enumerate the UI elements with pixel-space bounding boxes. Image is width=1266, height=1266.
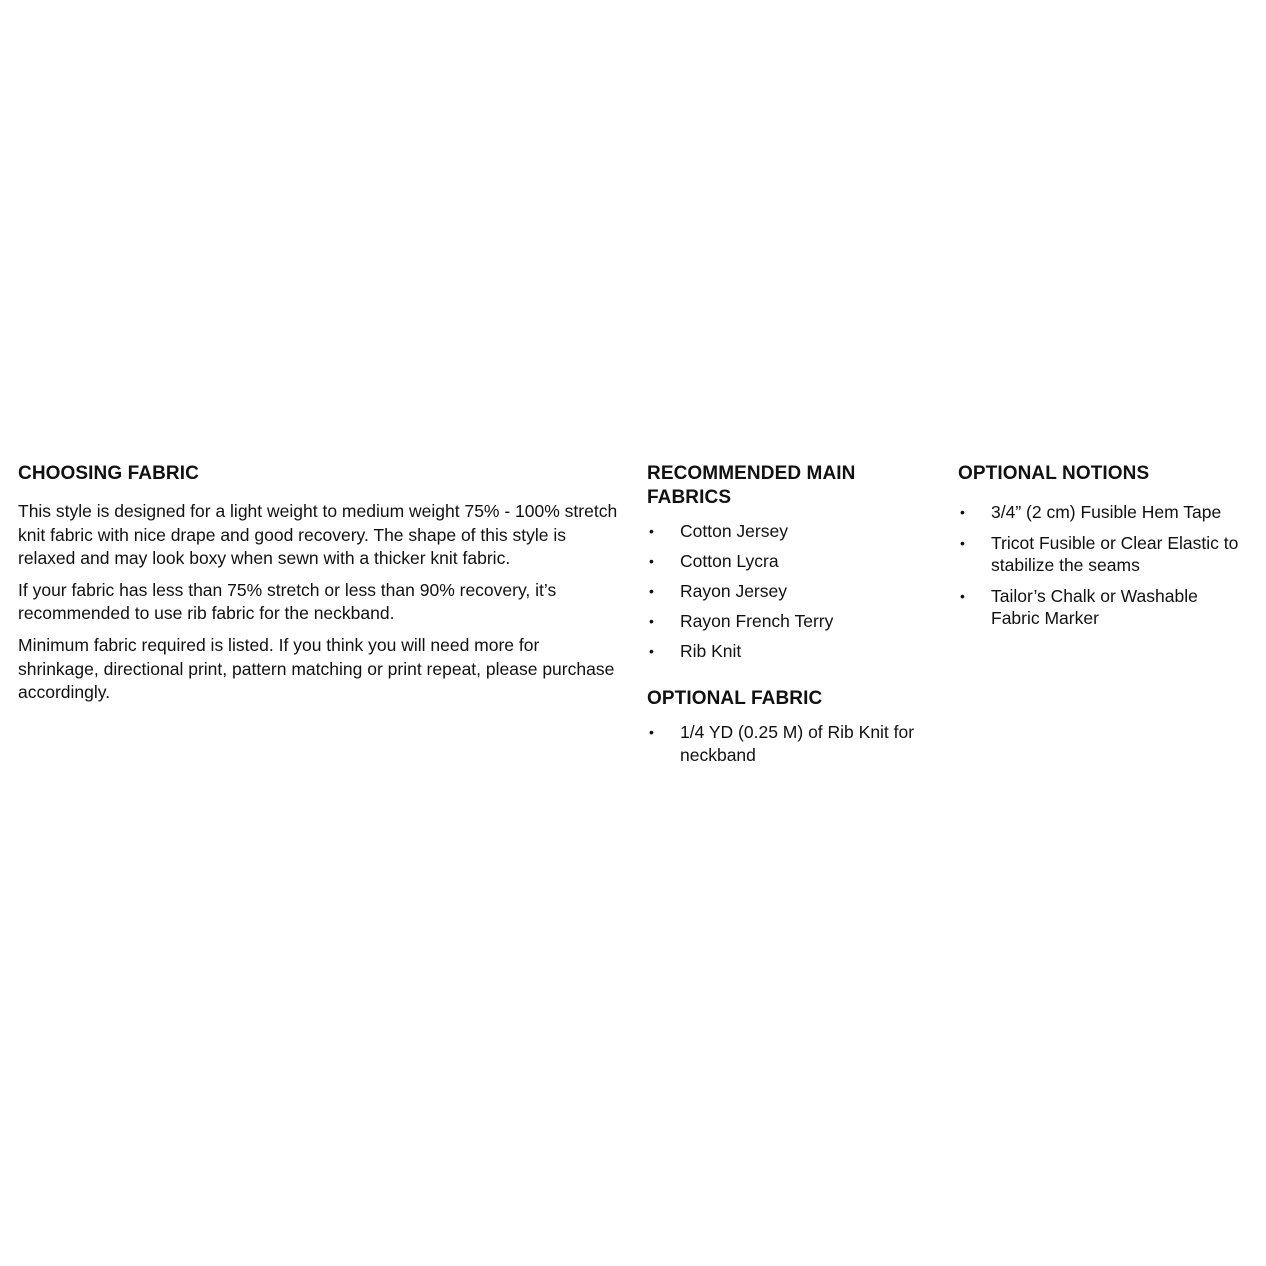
choosing-fabric-paragraph-1: This style is designed for a light weight to medium weight 75% - 100% stretch knit fabric with nice drape and good recovery. The shape of this style is relaxed and may look boxy when sewn with a thicker knit fabric. — [18, 501, 618, 569]
recommended-main-fabrics-list — [647, 520, 932, 663]
list-item — [647, 580, 932, 603]
optional-notions-heading: OPTIONAL NOTIONS — [958, 463, 1150, 484]
choosing-fabric-section — [18, 462, 618, 713]
bullet-icon: • — [649, 583, 654, 600]
list-item-text: Rib Knit — [680, 641, 742, 662]
bullet-icon: • — [960, 534, 965, 551]
list-item — [958, 532, 1248, 577]
list-item-text: Cotton Lycra — [680, 551, 779, 572]
bullet-icon: • — [649, 613, 654, 630]
list-item-text: Tailor’s Chalk or Washable Fabric Marker — [991, 585, 1198, 629]
list-item — [647, 721, 932, 766]
optional-notions-list — [958, 501, 1248, 630]
choosing-fabric-paragraph-3: Minimum fabric required is listed. If you think you will need more for shrinkage, directional print, pattern matching or print repeat, please purchase accordingly. — [18, 634, 615, 703]
optional-fabric-list — [647, 721, 932, 766]
bullet-icon: • — [960, 504, 965, 520]
list-item-text: 1/4 YD (0.25 M) of Rib Knit for neckband — [680, 721, 915, 765]
optional-fabric-heading: OPTIONAL FABRIC — [647, 687, 823, 709]
bullet-icon: • — [649, 723, 654, 740]
list-item-text: Cotton Jersey — [680, 521, 788, 541]
optional-notions-section — [958, 462, 1248, 638]
list-item — [647, 610, 932, 633]
list-item — [647, 550, 932, 573]
list-item-text: 3/4” (2 cm) Fusible Hem Tape — [991, 502, 1222, 522]
list-item-text: Tricot Fusible or Clear Elastic to stabilize the seams — [991, 532, 1239, 576]
list-item — [647, 640, 932, 663]
list-item — [958, 585, 1248, 630]
list-item — [647, 520, 932, 543]
choosing-fabric-paragraph-2: If your fabric has less than 75% stretch or less than 90% recovery, it’s recommended to use rib fabric for the neckband. — [18, 579, 557, 624]
list-item — [958, 501, 1248, 524]
list-item-text: Rayon Jersey — [680, 581, 787, 602]
choosing-fabric-heading: CHOOSING FABRIC — [18, 463, 199, 484]
bullet-icon: • — [649, 523, 654, 539]
bullet-icon: • — [649, 643, 654, 660]
fabrics-section — [647, 462, 932, 774]
list-item-text: Rayon French Terry — [680, 611, 834, 632]
bullet-icon: • — [649, 553, 654, 570]
bullet-icon: • — [960, 587, 965, 604]
recommended-main-fabrics-heading: RECOMMENDED MAIN FABRICS — [647, 463, 856, 508]
